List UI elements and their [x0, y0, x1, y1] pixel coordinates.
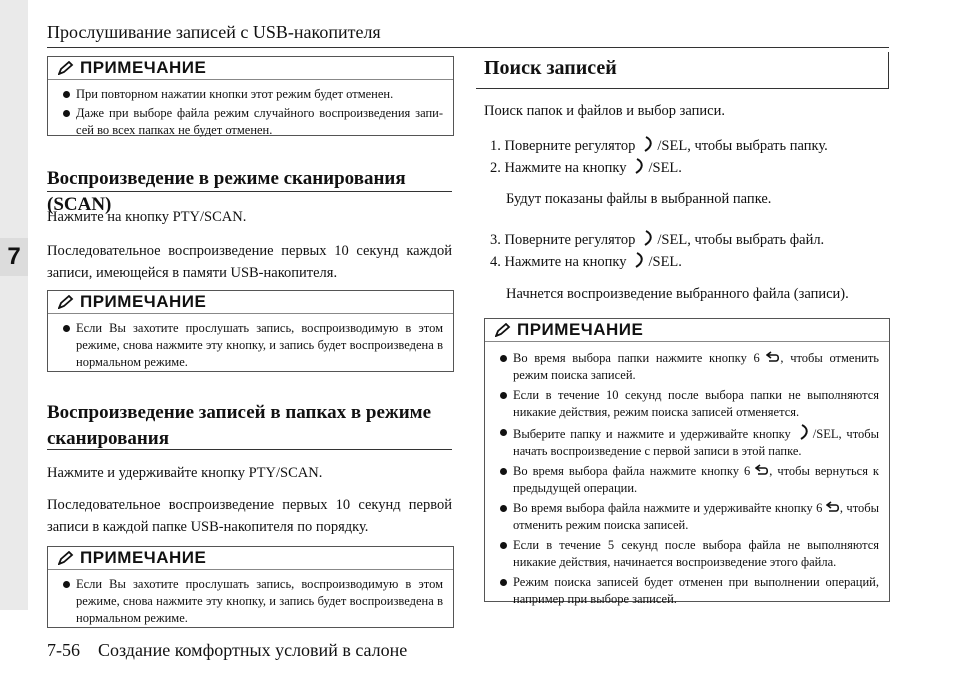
note-pencil-icon	[58, 61, 74, 75]
note-pencil-icon	[58, 551, 74, 565]
step-3: 3. Поверните регулятор /SEL, чтобы выбрать файл.	[490, 232, 825, 248]
running-head: Прослушивание записей с USB-накопителя	[47, 22, 381, 42]
note-box-2	[47, 290, 454, 372]
note-item: Даже при выборе файла режим случайного воспроизведения запи-сей во всех папках не будет отменен.	[76, 106, 443, 137]
note-box-3	[47, 546, 454, 628]
note-item: Если в течение 10 секунд после выбора папки не выполняются никакие действия, режим поиска записей отменяется.	[513, 388, 879, 419]
note-item: Выберите папку и нажмите и удерживайте кнопку /SEL, чтобы начать воспроизведение с первой записи в этой папке.	[513, 424, 879, 460]
back-arrow-icon	[766, 351, 780, 363]
tuning-dial-icon	[799, 424, 811, 440]
section-title-folder-scan: Воспроизведение записей в папках в режиме сканирования	[47, 402, 432, 449]
chapter-number: 7	[0, 238, 28, 276]
note-item: Если в течение 5 секунд после выбора файла не выполняются никакие действия, начинается воспроизведение этого файла.	[513, 538, 879, 569]
step-2: 2. Нажмите на кнопку /SEL.	[490, 160, 682, 176]
note-heading: ПРИМЕЧАНИЕ	[48, 57, 453, 80]
note-item: Режим поиска записей будет отменен при выполнении операций, например при выборе записей.	[513, 575, 879, 606]
paragraph: Последовательное воспроизведение первых 10 секунд первой записи в каждой папке USB-накопителя по порядку.	[47, 497, 452, 535]
paragraph: Нажмите на кнопку PTY/SCAN.	[47, 209, 247, 225]
paragraph: Нажмите и удерживайте кнопку PTY/SCAN.	[47, 465, 323, 481]
note-item: Если Вы захотите прослушать запись, воспроизводимую в этом режиме, снова нажмите эту кнопку, и запись будет воспроизведена в нормальном режиме.	[76, 321, 443, 369]
step-4: 4. Нажмите на кнопку /SEL.	[490, 254, 682, 270]
back-arrow-icon	[755, 464, 769, 476]
paragraph: Поиск папок и файлов и выбор записи.	[484, 103, 725, 119]
note-item: При повторном нажатии кнопки этот режим будет отменен.	[76, 86, 443, 103]
note-item: Во время выбора папки нажмите кнопку 6 , чтобы отменить режим поиска записей.	[513, 351, 879, 382]
step-1: 1. Поверните регулятор /SEL, чтобы выбрать папку.	[490, 138, 828, 154]
chapter-side-tab	[0, 0, 28, 610]
back-arrow-icon	[826, 501, 840, 513]
note-box-right	[484, 318, 890, 606]
section-divider	[47, 449, 452, 450]
note-box-1	[47, 56, 454, 136]
note-item: Во время выбора файла нажмите и удерживайте кнопку 6 , чтобы отменить режим поиска записей.	[513, 501, 880, 532]
step-result: Начнется воспроизведение выбранного файла (записи).	[506, 286, 849, 302]
note-item: Во время выбора файла нажмите кнопку 6 , чтобы вернуться к предыдущей операции.	[513, 464, 879, 495]
note-heading: ПРИМЕЧАНИЕ	[485, 319, 889, 342]
section-divider	[47, 191, 452, 192]
section-title-search: Поиск записей	[484, 57, 617, 79]
header-divider	[47, 47, 889, 48]
note-pencil-icon	[495, 323, 511, 337]
page-footer: 7-56 Создание комфортных условий в салоне	[47, 640, 408, 660]
paragraph: Последовательное воспроизведение первых 10 секунд каждой записи, имеющейся в памяти USB-накопителя.	[47, 243, 452, 281]
tuning-dial-icon	[643, 230, 655, 246]
tuning-dial-icon	[634, 252, 646, 268]
tuning-dial-icon	[643, 136, 655, 152]
step-result: Будут показаны файлы в выбранной папке.	[506, 191, 772, 207]
section-title-scan: Воспроизведение в режиме сканирования (SCAN)	[47, 168, 406, 215]
note-pencil-icon	[58, 295, 74, 309]
note-heading: ПРИМЕЧАНИЕ	[48, 291, 453, 314]
note-heading: ПРИМЕЧАНИЕ	[48, 547, 453, 570]
note-item: Если Вы захотите прослушать запись, воспроизводимую в этом режиме, снова нажмите эту кнопку, и запись будет воспроизведена в нормальном режиме.	[76, 577, 443, 625]
tuning-dial-icon	[634, 158, 646, 174]
